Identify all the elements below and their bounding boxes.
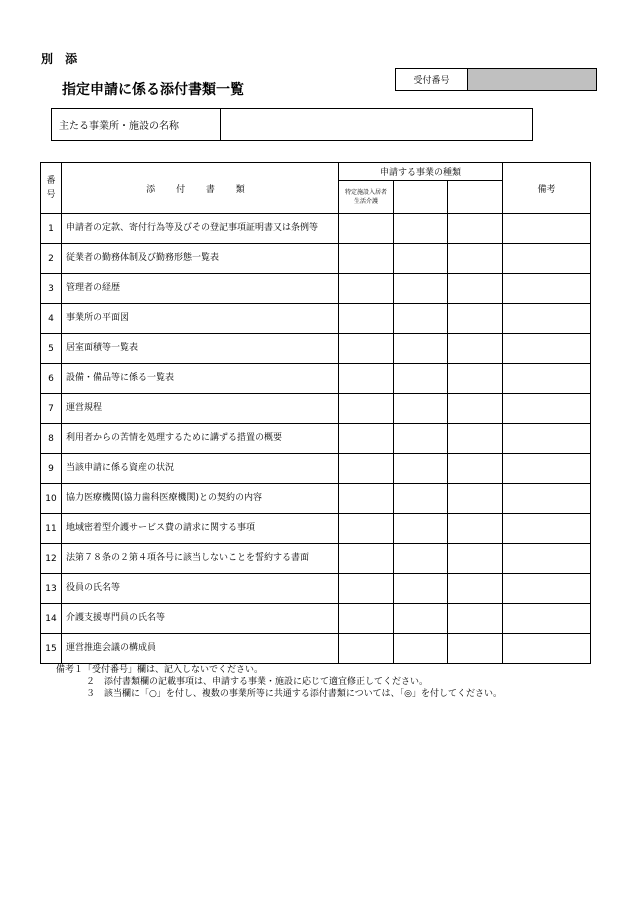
- receipt-number-box: [395, 68, 597, 91]
- table-row: [41, 304, 591, 334]
- row-number: 3: [41, 274, 62, 304]
- type-3-check[interactable]: [448, 424, 503, 454]
- type-3-check[interactable]: [448, 604, 503, 634]
- document-name: 当該申請に係る資産の状況: [62, 454, 339, 484]
- service-type-1-line1: 特定施設入居者: [344, 189, 387, 196]
- service-type-3[interactable]: [448, 181, 503, 214]
- row-number: 1: [41, 214, 62, 244]
- type-3-check[interactable]: [448, 454, 503, 484]
- table-row: [41, 364, 591, 394]
- type-3-check[interactable]: [448, 304, 503, 334]
- type-2-check[interactable]: [394, 364, 448, 394]
- remarks-cell[interactable]: [503, 364, 591, 394]
- type-2-check[interactable]: [394, 484, 448, 514]
- type-2-check[interactable]: [394, 514, 448, 544]
- type-3-check[interactable]: [448, 574, 503, 604]
- row-number: 7: [41, 394, 62, 424]
- document-name: 申請者の定款、寄付行為等及びその登記事項証明書又は条例等: [62, 214, 339, 244]
- row-number: 10: [41, 484, 62, 514]
- row-number: 2: [41, 244, 62, 274]
- type-1-check[interactable]: [339, 574, 394, 604]
- row-number: 9: [41, 454, 62, 484]
- remarks-cell[interactable]: [503, 634, 591, 664]
- type-2-check[interactable]: [394, 304, 448, 334]
- remarks-cell[interactable]: [503, 274, 591, 304]
- type-2-check[interactable]: [394, 244, 448, 274]
- receipt-number-label: 受付番号: [396, 69, 468, 90]
- row-number: 6: [41, 364, 62, 394]
- facility-name-box: [51, 108, 533, 141]
- table-row: [41, 604, 591, 634]
- remarks-cell[interactable]: [503, 424, 591, 454]
- type-3-check[interactable]: [448, 334, 503, 364]
- document-name: 事業所の平面図: [62, 304, 339, 334]
- document-name: 設備・備品等に係る一覧表: [62, 364, 339, 394]
- facility-name-label: 主たる事業所・施設の名称: [52, 109, 221, 140]
- type-3-check[interactable]: [448, 214, 503, 244]
- document-name: 介護支援専門員の氏名等: [62, 604, 339, 634]
- row-number: 15: [41, 634, 62, 664]
- type-1-check[interactable]: [339, 514, 394, 544]
- table-row: [41, 574, 591, 604]
- type-1-check[interactable]: [339, 634, 394, 664]
- remarks-cell[interactable]: [503, 244, 591, 274]
- document-name: 協力医療機関(協力歯科医療機関)との契約の内容: [62, 484, 339, 514]
- document-name: 管理者の経歴: [62, 274, 339, 304]
- type-2-check[interactable]: [394, 424, 448, 454]
- service-type-1-line2: 生活介護: [353, 198, 378, 205]
- table-row: [41, 424, 591, 454]
- header-number-char2: 号: [46, 190, 56, 200]
- note-2: ２ 添付書類欄の記載事項は、申請する事業・施設に応じて適宜修正してください。: [86, 677, 429, 687]
- notes: [56, 664, 502, 700]
- type-1-check[interactable]: [339, 424, 394, 454]
- note-1: 備考１「受付番号」欄は、記入しないでください。: [56, 665, 264, 675]
- type-1-check[interactable]: [339, 484, 394, 514]
- receipt-number-field[interactable]: [468, 69, 596, 90]
- type-2-check[interactable]: [394, 214, 448, 244]
- type-1-check[interactable]: [339, 214, 394, 244]
- row-number: 4: [41, 304, 62, 334]
- type-3-check[interactable]: [448, 244, 503, 274]
- document-name: 居室面積等一覧表: [62, 334, 339, 364]
- document-name: 運営規程: [62, 394, 339, 424]
- remarks-cell[interactable]: [503, 214, 591, 244]
- note-3: ３ 該当欄に「○」を付し、複数の事業所等に共通する添付書類については、「◎」を付してください。: [86, 689, 503, 699]
- remarks-cell[interactable]: [503, 304, 591, 334]
- document-name: 運営推進会議の構成員: [62, 634, 339, 664]
- type-2-check[interactable]: [394, 544, 448, 574]
- type-2-check[interactable]: [394, 454, 448, 484]
- type-3-check[interactable]: [448, 274, 503, 304]
- type-3-check[interactable]: [448, 544, 503, 574]
- appendix-label: 別 添: [41, 52, 82, 66]
- type-1-check[interactable]: [339, 394, 394, 424]
- document-name: 役員の氏名等: [62, 574, 339, 604]
- row-number: 5: [41, 334, 62, 364]
- document-name: 利用者からの苦情を処理するために講ずる措置の概要: [62, 424, 339, 454]
- type-1-check[interactable]: [339, 454, 394, 484]
- facility-name-field[interactable]: [221, 109, 532, 140]
- remarks-cell[interactable]: [503, 514, 591, 544]
- attachment-table: [40, 162, 591, 664]
- table-row: [41, 514, 591, 544]
- type-2-check[interactable]: [394, 274, 448, 304]
- table-row: [41, 334, 591, 364]
- type-1-check[interactable]: [339, 304, 394, 334]
- type-1-check[interactable]: [339, 244, 394, 274]
- remarks-cell[interactable]: [503, 604, 591, 634]
- type-3-check[interactable]: [448, 394, 503, 424]
- type-3-check[interactable]: [448, 634, 503, 664]
- header-remarks: 備考: [503, 163, 591, 214]
- document-name: 従業者の勤務体制及び勤務形態一覧表: [62, 244, 339, 274]
- remarks-cell[interactable]: [503, 454, 591, 484]
- type-3-check[interactable]: [448, 514, 503, 544]
- row-number: 14: [41, 604, 62, 634]
- service-type-1: [339, 181, 394, 214]
- type-3-check[interactable]: [448, 484, 503, 514]
- header-service-types: 申請する事業の種類: [339, 163, 503, 181]
- type-1-check[interactable]: [339, 604, 394, 634]
- document-name: 法第７８条の２第４項各号に該当しないことを誓約する書面: [62, 544, 339, 574]
- service-type-2[interactable]: [394, 181, 448, 214]
- table-row: [41, 244, 591, 274]
- table-row: [41, 214, 591, 244]
- remarks-cell[interactable]: [503, 484, 591, 514]
- row-number: 13: [41, 574, 62, 604]
- row-number: 11: [41, 514, 62, 544]
- type-2-check[interactable]: [394, 574, 448, 604]
- type-3-check[interactable]: [448, 364, 503, 394]
- table-row: [41, 634, 591, 664]
- header-number-char1: 番: [46, 176, 56, 186]
- row-number: 8: [41, 424, 62, 454]
- type-2-check[interactable]: [394, 634, 448, 664]
- type-2-check[interactable]: [394, 334, 448, 364]
- page-title: 指定申請に係る添付書類一覧: [62, 82, 244, 98]
- remarks-cell[interactable]: [503, 334, 591, 364]
- type-1-check[interactable]: [339, 364, 394, 394]
- remarks-cell[interactable]: [503, 394, 591, 424]
- document-name: 地域密着型介護サービス費の請求に関する事項: [62, 514, 339, 544]
- header-number: [41, 163, 62, 214]
- table-row: [41, 274, 591, 304]
- table-row: [41, 544, 591, 574]
- remarks-cell[interactable]: [503, 574, 591, 604]
- type-1-check[interactable]: [339, 544, 394, 574]
- table-row: [41, 454, 591, 484]
- type-2-check[interactable]: [394, 604, 448, 634]
- type-2-check[interactable]: [394, 394, 448, 424]
- table-row: [41, 394, 591, 424]
- type-1-check[interactable]: [339, 274, 394, 304]
- type-1-check[interactable]: [339, 334, 394, 364]
- table-row: [41, 484, 591, 514]
- remarks-cell[interactable]: [503, 544, 591, 574]
- row-number: 12: [41, 544, 62, 574]
- header-documents: 添 付 書 類: [62, 163, 339, 214]
